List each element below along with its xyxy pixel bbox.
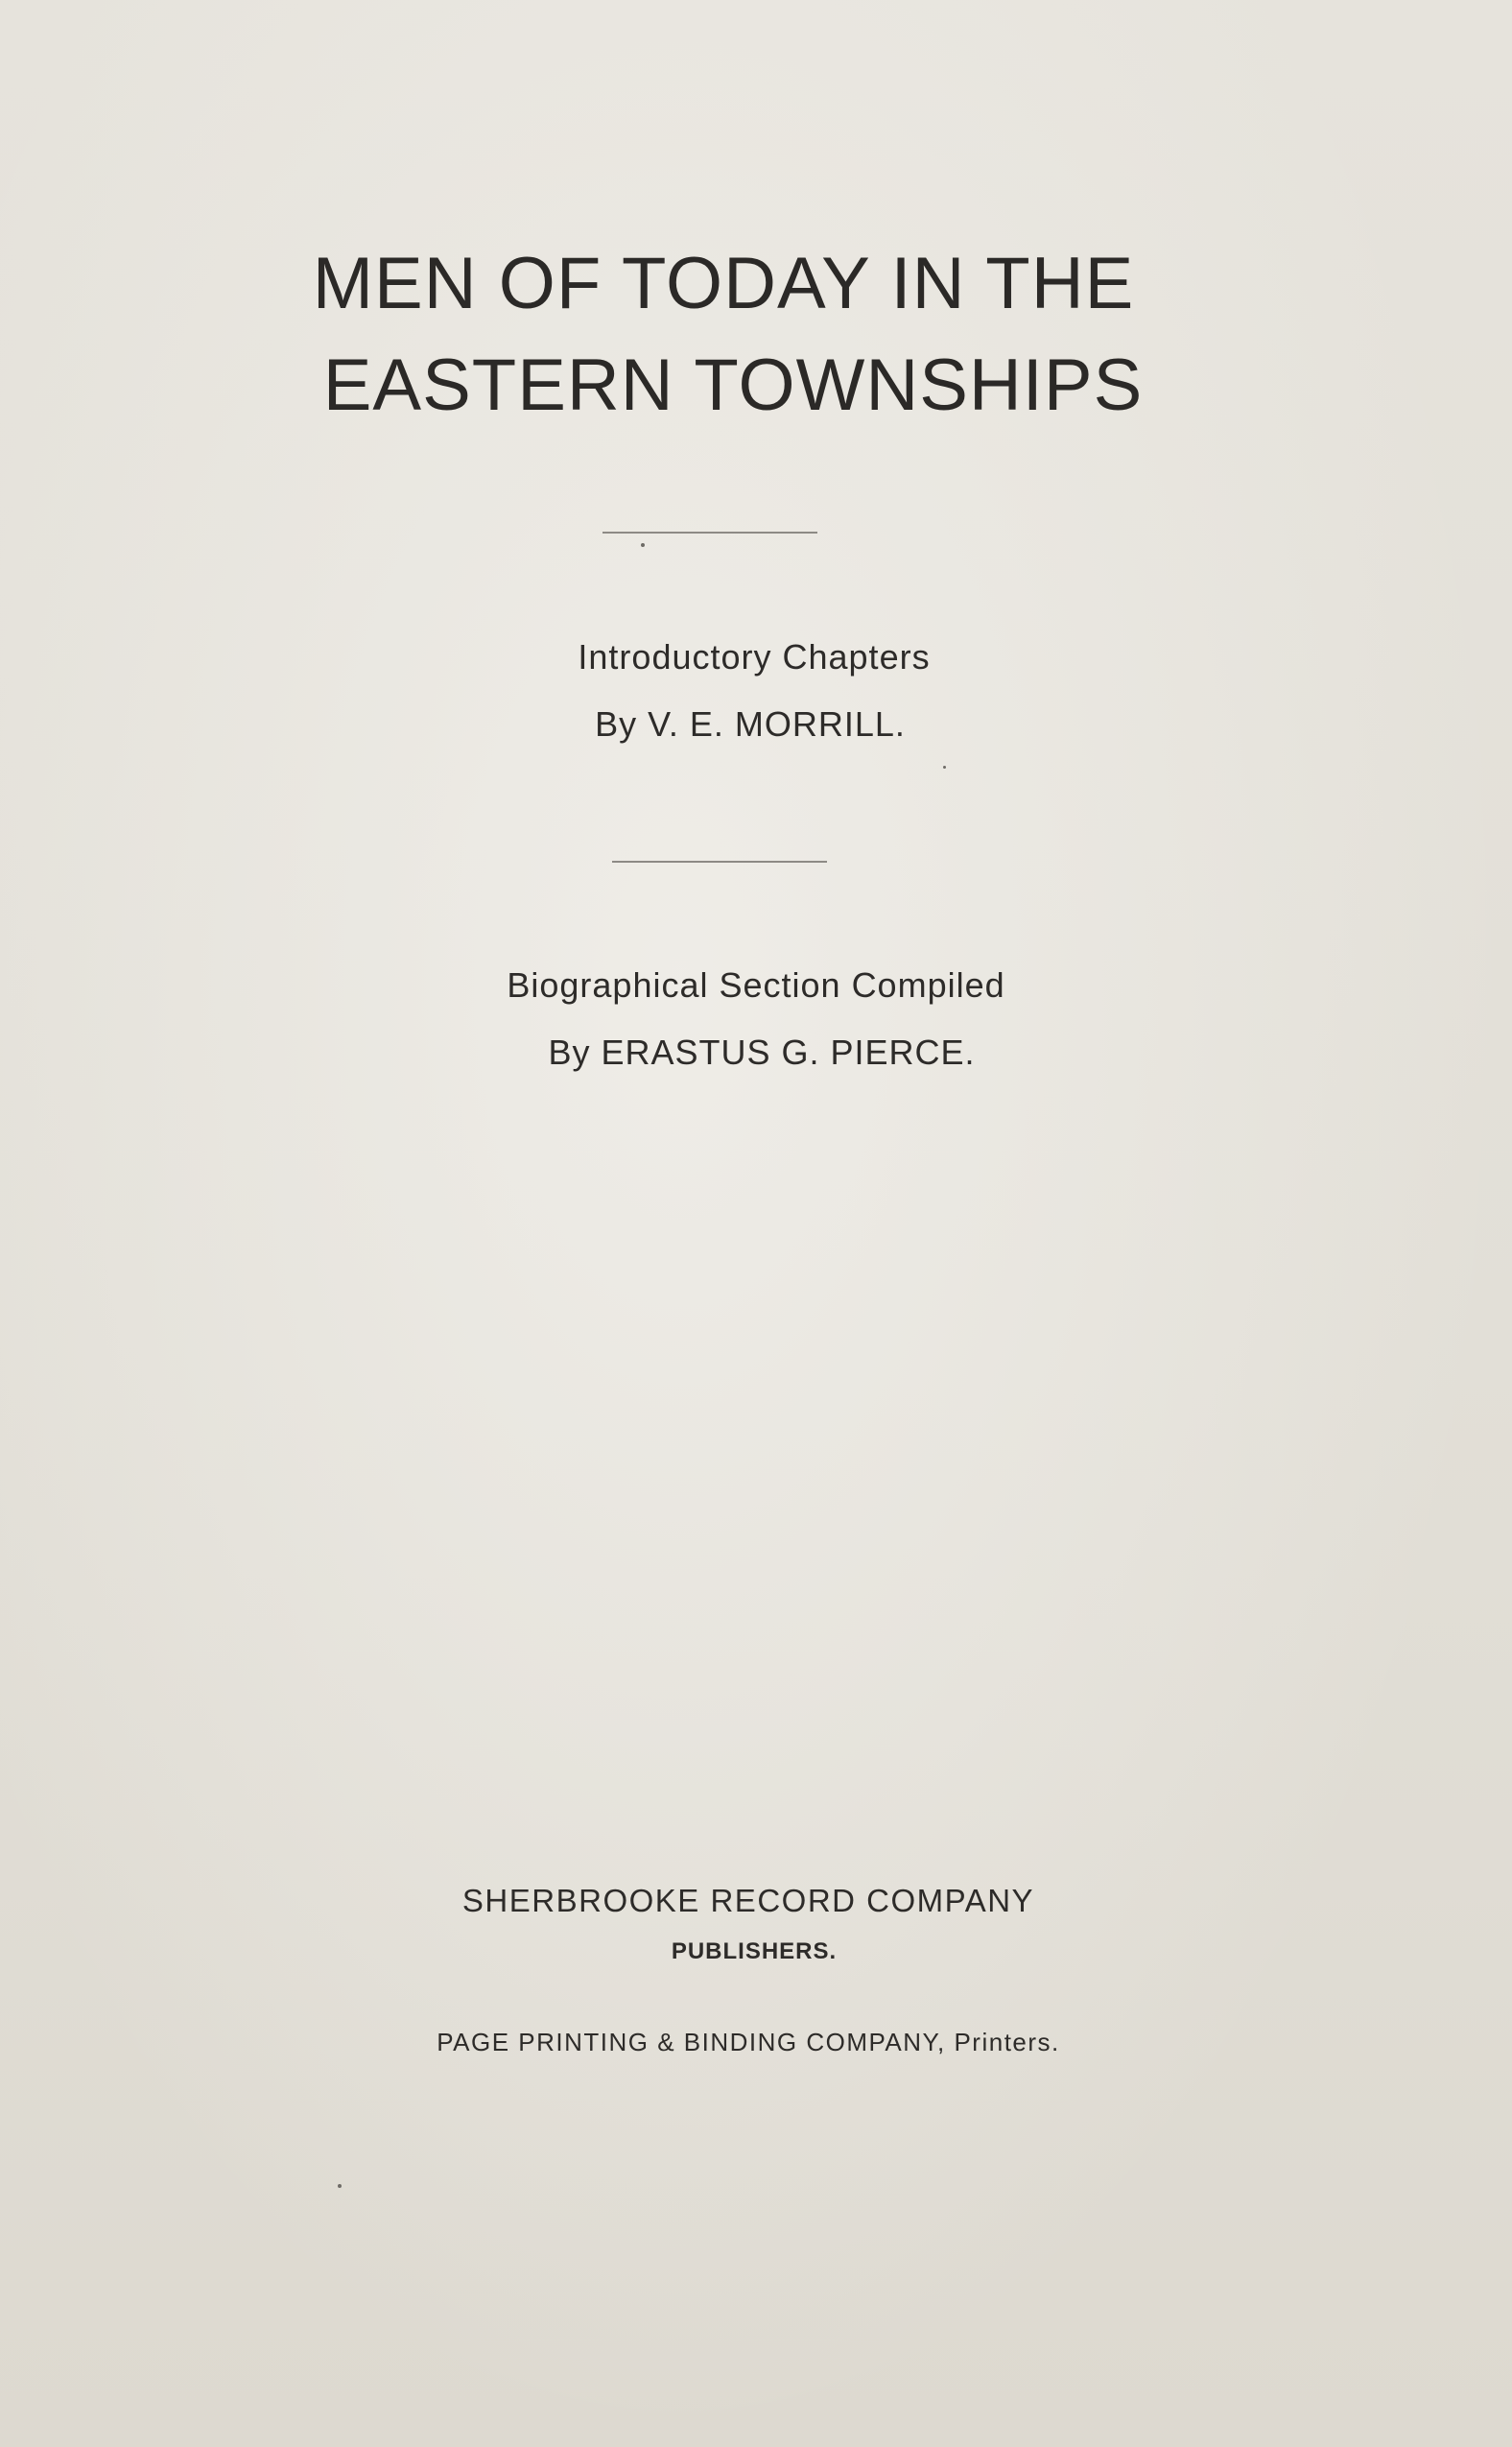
paper-speck bbox=[943, 766, 946, 769]
divider-rule-top bbox=[602, 532, 817, 534]
book-title-line-1: MEN OF TODAY IN THE bbox=[312, 243, 1135, 324]
printer-credit: PAGE PRINTING & BINDING COMPANY, Printers. bbox=[437, 2028, 1060, 2056]
biographical-section-label: Biographical Section Compiled bbox=[507, 965, 1005, 1005]
publisher-name: SHERBROOKE RECORD COMPANY bbox=[461, 1883, 1035, 1918]
paper-speck bbox=[641, 543, 645, 547]
introductory-chapters-label: Introductory Chapters bbox=[578, 637, 931, 677]
publisher-role: PUBLISHERS. bbox=[671, 1938, 838, 1964]
book-title-line-2: EASTERN TOWNSHIPS bbox=[322, 344, 1144, 426]
biographical-compiler: By ERASTUS G. PIERCE. bbox=[548, 1033, 976, 1072]
introductory-author: By V. E. MORRILL. bbox=[595, 704, 906, 744]
divider-rule-middle bbox=[612, 861, 827, 863]
paper-speck bbox=[338, 2184, 342, 2188]
